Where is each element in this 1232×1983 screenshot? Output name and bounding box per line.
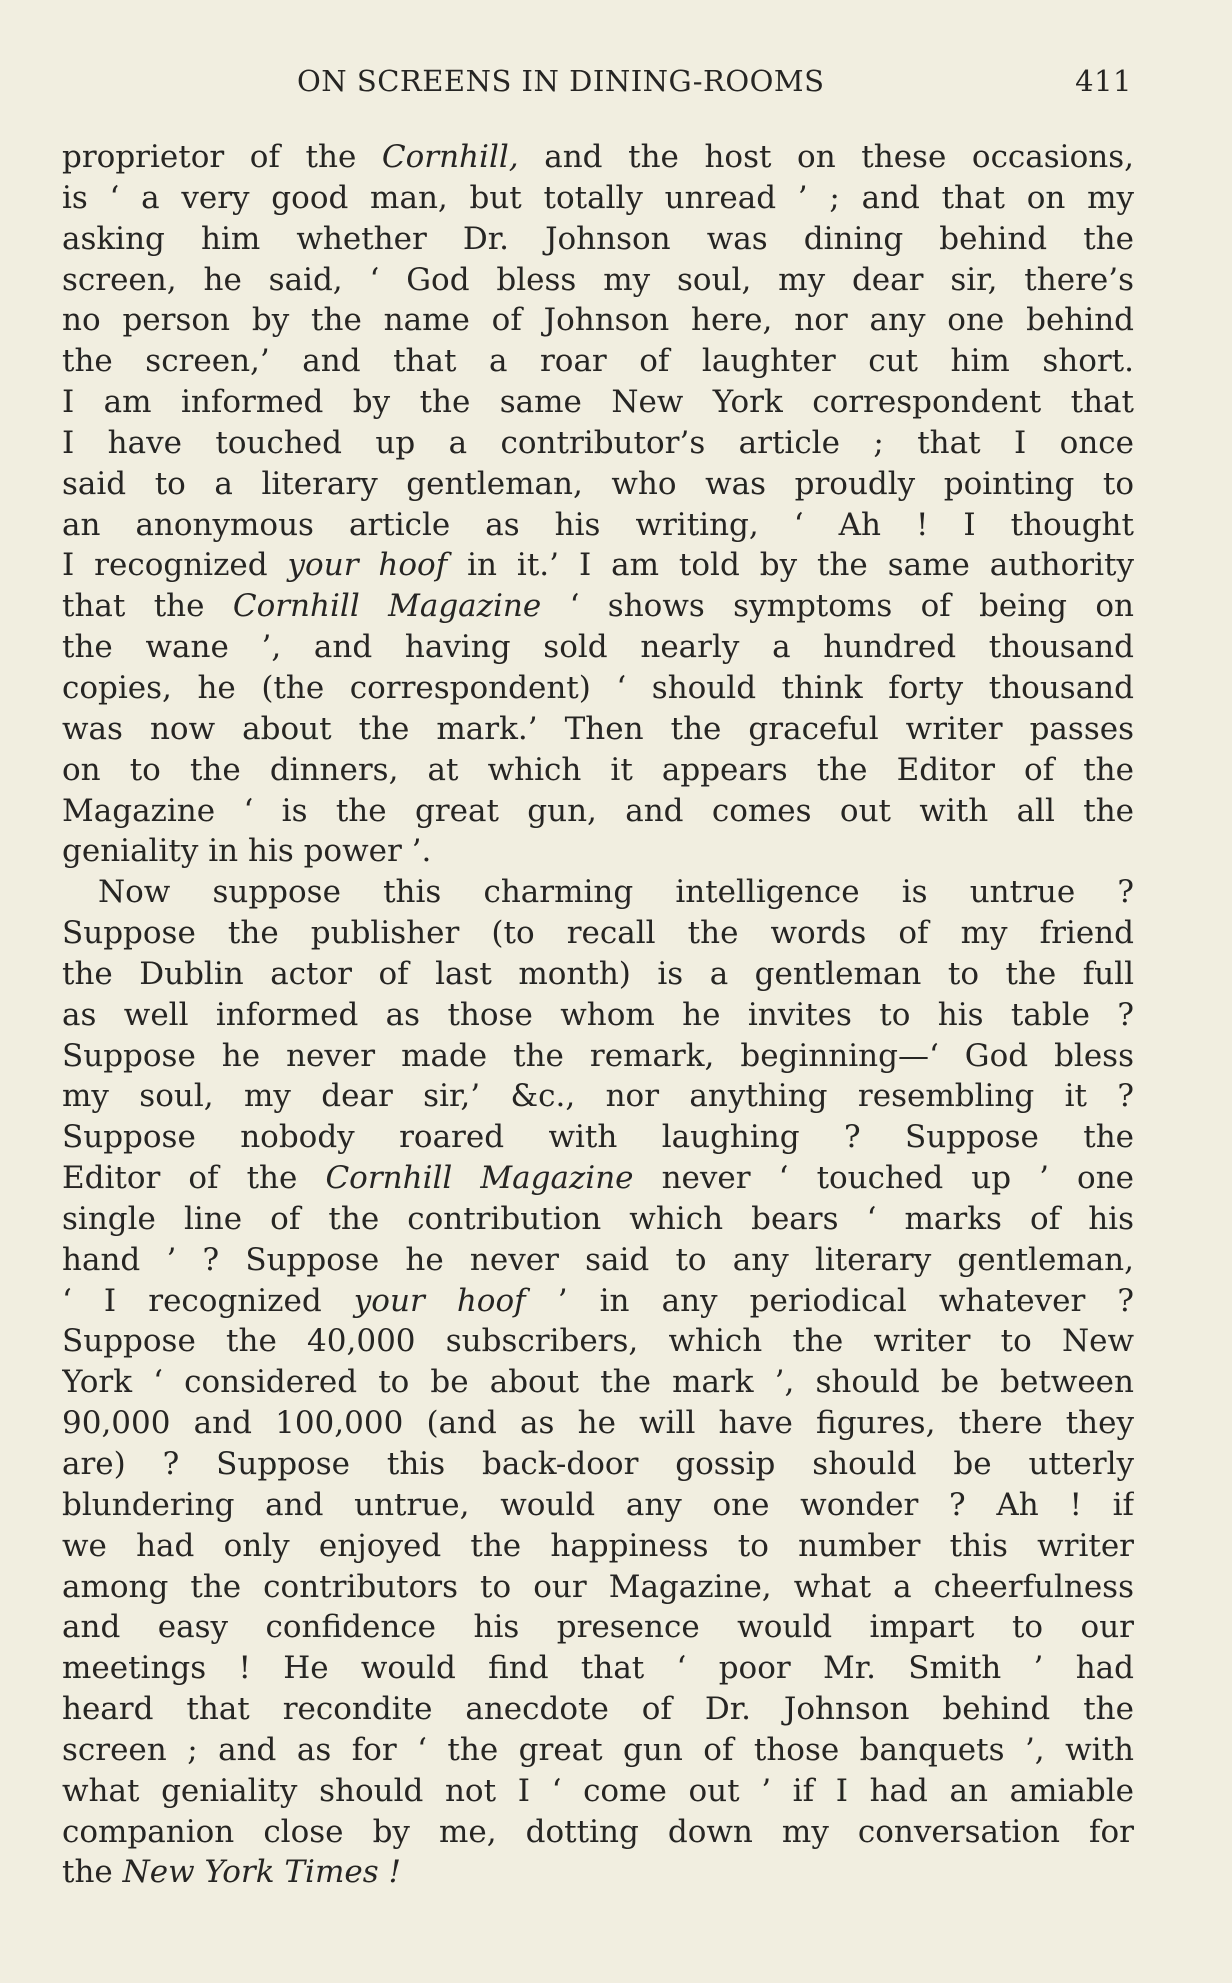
text-line [62,750,1134,791]
text-segment: in it.’ I am told by the same authority [447,547,1134,584]
text-line [62,954,1134,995]
text-segment: asking him whether Dr. Johnson was dining behind the [62,220,1134,257]
text-line [62,1852,1134,1893]
text-segment: meetings ! He would find that ‘ poor Mr. Smith ’ had [62,1650,1134,1687]
text-line [62,382,1134,423]
italic-text: your hoof [353,1282,526,1319]
text-segment: screen ; and as for ‘ the great gun of those banquets ’, with [62,1731,1134,1768]
text-segment: we had only enjoyed the happiness to number this writer [62,1527,1134,1564]
text-segment: companion close by me, dotting down my conversation for [62,1813,1134,1850]
text-segment: as well informed as those whom he invites to his table ? [62,996,1134,1033]
text-segment: Now suppose this charming intelligence is untrue ? [98,874,1134,911]
text-line [62,1321,1134,1362]
text-segment: 90,000 and 100,000 (and as he will have figures, there they [62,1405,1134,1442]
text-segment: the wane ’, and having sold nearly a hundred thousand [62,629,1134,666]
text-segment: the screen,’ and that a roar of laughter cut him short. [62,343,1134,380]
text-line [62,1485,1134,1526]
text-line [62,668,1134,709]
text-line [62,627,1134,668]
text-segment: the [62,1854,123,1891]
text-segment: I am informed by the same New York correspondent that [62,384,1134,421]
text-segment: Suppose he never made the remark, beginning—‘ God bless [62,1037,1134,1074]
text-line [62,1403,1134,1444]
text-segment: Suppose the publisher (to recall the words of my friend [62,915,1134,952]
text-line [62,1526,1134,1567]
text-line [62,1648,1134,1689]
italic-text: Cornhill Magazine [232,588,542,625]
text-segment: on to the dinners, at which it appears the Editor of the [62,751,1134,788]
text-line [62,505,1134,546]
text-line [62,1240,1134,1281]
text-segment: ‘ I recognized [62,1282,354,1319]
text-line [62,1812,1134,1853]
text-line [62,1689,1134,1730]
text-segment: are) ? Suppose this back-door gossip should be utterly [62,1446,1134,1482]
text-line [62,1607,1134,1648]
text-line [62,1771,1134,1812]
text-segment: among the contributors to our Magazine, what a cheerfulness [62,1568,1134,1605]
text-line [62,995,1134,1036]
text-line [62,872,1134,913]
text-line [62,137,1134,178]
text-line [62,586,1134,627]
text-segment: blundering and untrue, would any one wonder ? Ah ! if [62,1486,1134,1523]
text-segment: was now about the mark.’ Then the graceful writer passes [62,710,1134,747]
text-segment: an anonymous article as his writing, ‘ Ah ! I thought [62,506,1134,543]
text-segment: no person by the name of Johnson here, nor any one behind [62,302,1134,339]
text-segment: Suppose nobody roared with laughing ? Suppose the [62,1119,1134,1156]
text-segment: the Dublin actor of last month) is a gentleman to the full [62,955,1134,992]
text-segment: that the [62,588,233,625]
text-segment: single line of the contribution which bears ‘ marks of his [62,1200,1134,1237]
text-segment: Suppose the 40,000 subscribers, which the writer to New [62,1323,1134,1360]
text-line [62,791,1134,832]
italic-text: New York Times ! [122,1854,401,1891]
text-segment: proprietor of the [62,139,382,175]
page-number: 411 [1075,64,1132,98]
italic-text: Cornhill Magazine [325,1160,634,1197]
text-line [62,341,1134,382]
text-segment: ’ in any periodical whatever ? [525,1282,1134,1319]
text-segment: said to a literary gentleman, who was proudly pointing to [62,465,1134,502]
text-segment: my soul, my dear sir,’ &c., nor anything resembling it ? [62,1078,1134,1115]
text-line [62,545,1134,586]
text-segment: heard that recondite anecdote of Dr. Johnson behind the [62,1691,1134,1728]
text-line [62,1730,1134,1771]
text-line [62,1281,1134,1322]
text-line [62,913,1134,954]
text-line [62,219,1134,260]
text-line [62,178,1134,219]
text-segment: is ‘ a very good man, but totally unread ’ ; and that on my [62,179,1134,216]
text-segment: and easy confidence his presence would impart to our [62,1609,1134,1646]
text-segment: I recognized [62,547,288,584]
text-segment: I have touched up a contributor’s article ; that I once [62,424,1134,461]
italic-text: Cornhill, [381,139,519,175]
text-line [62,300,1134,341]
text-segment: geniality in his power ’. [62,833,432,870]
text-line [62,423,1134,464]
text-line [62,260,1134,301]
text-segment: what geniality should not I ‘ come out ’ if I had an amiable [62,1772,1134,1809]
text-line [62,464,1134,505]
text-segment: York ‘ considered to be about the mark ’, should be between [62,1364,1134,1401]
text-line [62,709,1134,750]
text-segment: Editor of the [62,1160,326,1197]
italic-text: your hoof [287,547,448,584]
text-segment: hand ’ ? Suppose he never said to any literary gentleman, [62,1241,1134,1278]
text-line [62,1444,1134,1485]
text-segment: Magazine ‘ is the great gun, and comes out with all the [62,792,1134,829]
text-segment: copies, he (the correspondent) ‘ should think forty thousand [62,669,1134,706]
text-line [62,1117,1134,1158]
text-segment: ‘ shows symptoms of being on [541,588,1134,625]
text-line [62,1199,1134,1240]
text-line [62,1076,1134,1117]
body-text [62,137,1134,1893]
running-head [62,64,1132,104]
text-line [62,1036,1134,1077]
text-line [62,1567,1134,1608]
running-title: ON SCREENS IN DINING-ROOMS [297,64,825,98]
text-line [62,1158,1134,1199]
text-line [62,831,1134,872]
text-line [62,1362,1134,1403]
text-segment: never ‘ touched up ’ one [633,1160,1134,1197]
text-segment: screen, he said, ‘ God bless my soul, my dear sir, there’s [62,261,1134,298]
text-segment: and the host on these occasions, [518,139,1134,175]
